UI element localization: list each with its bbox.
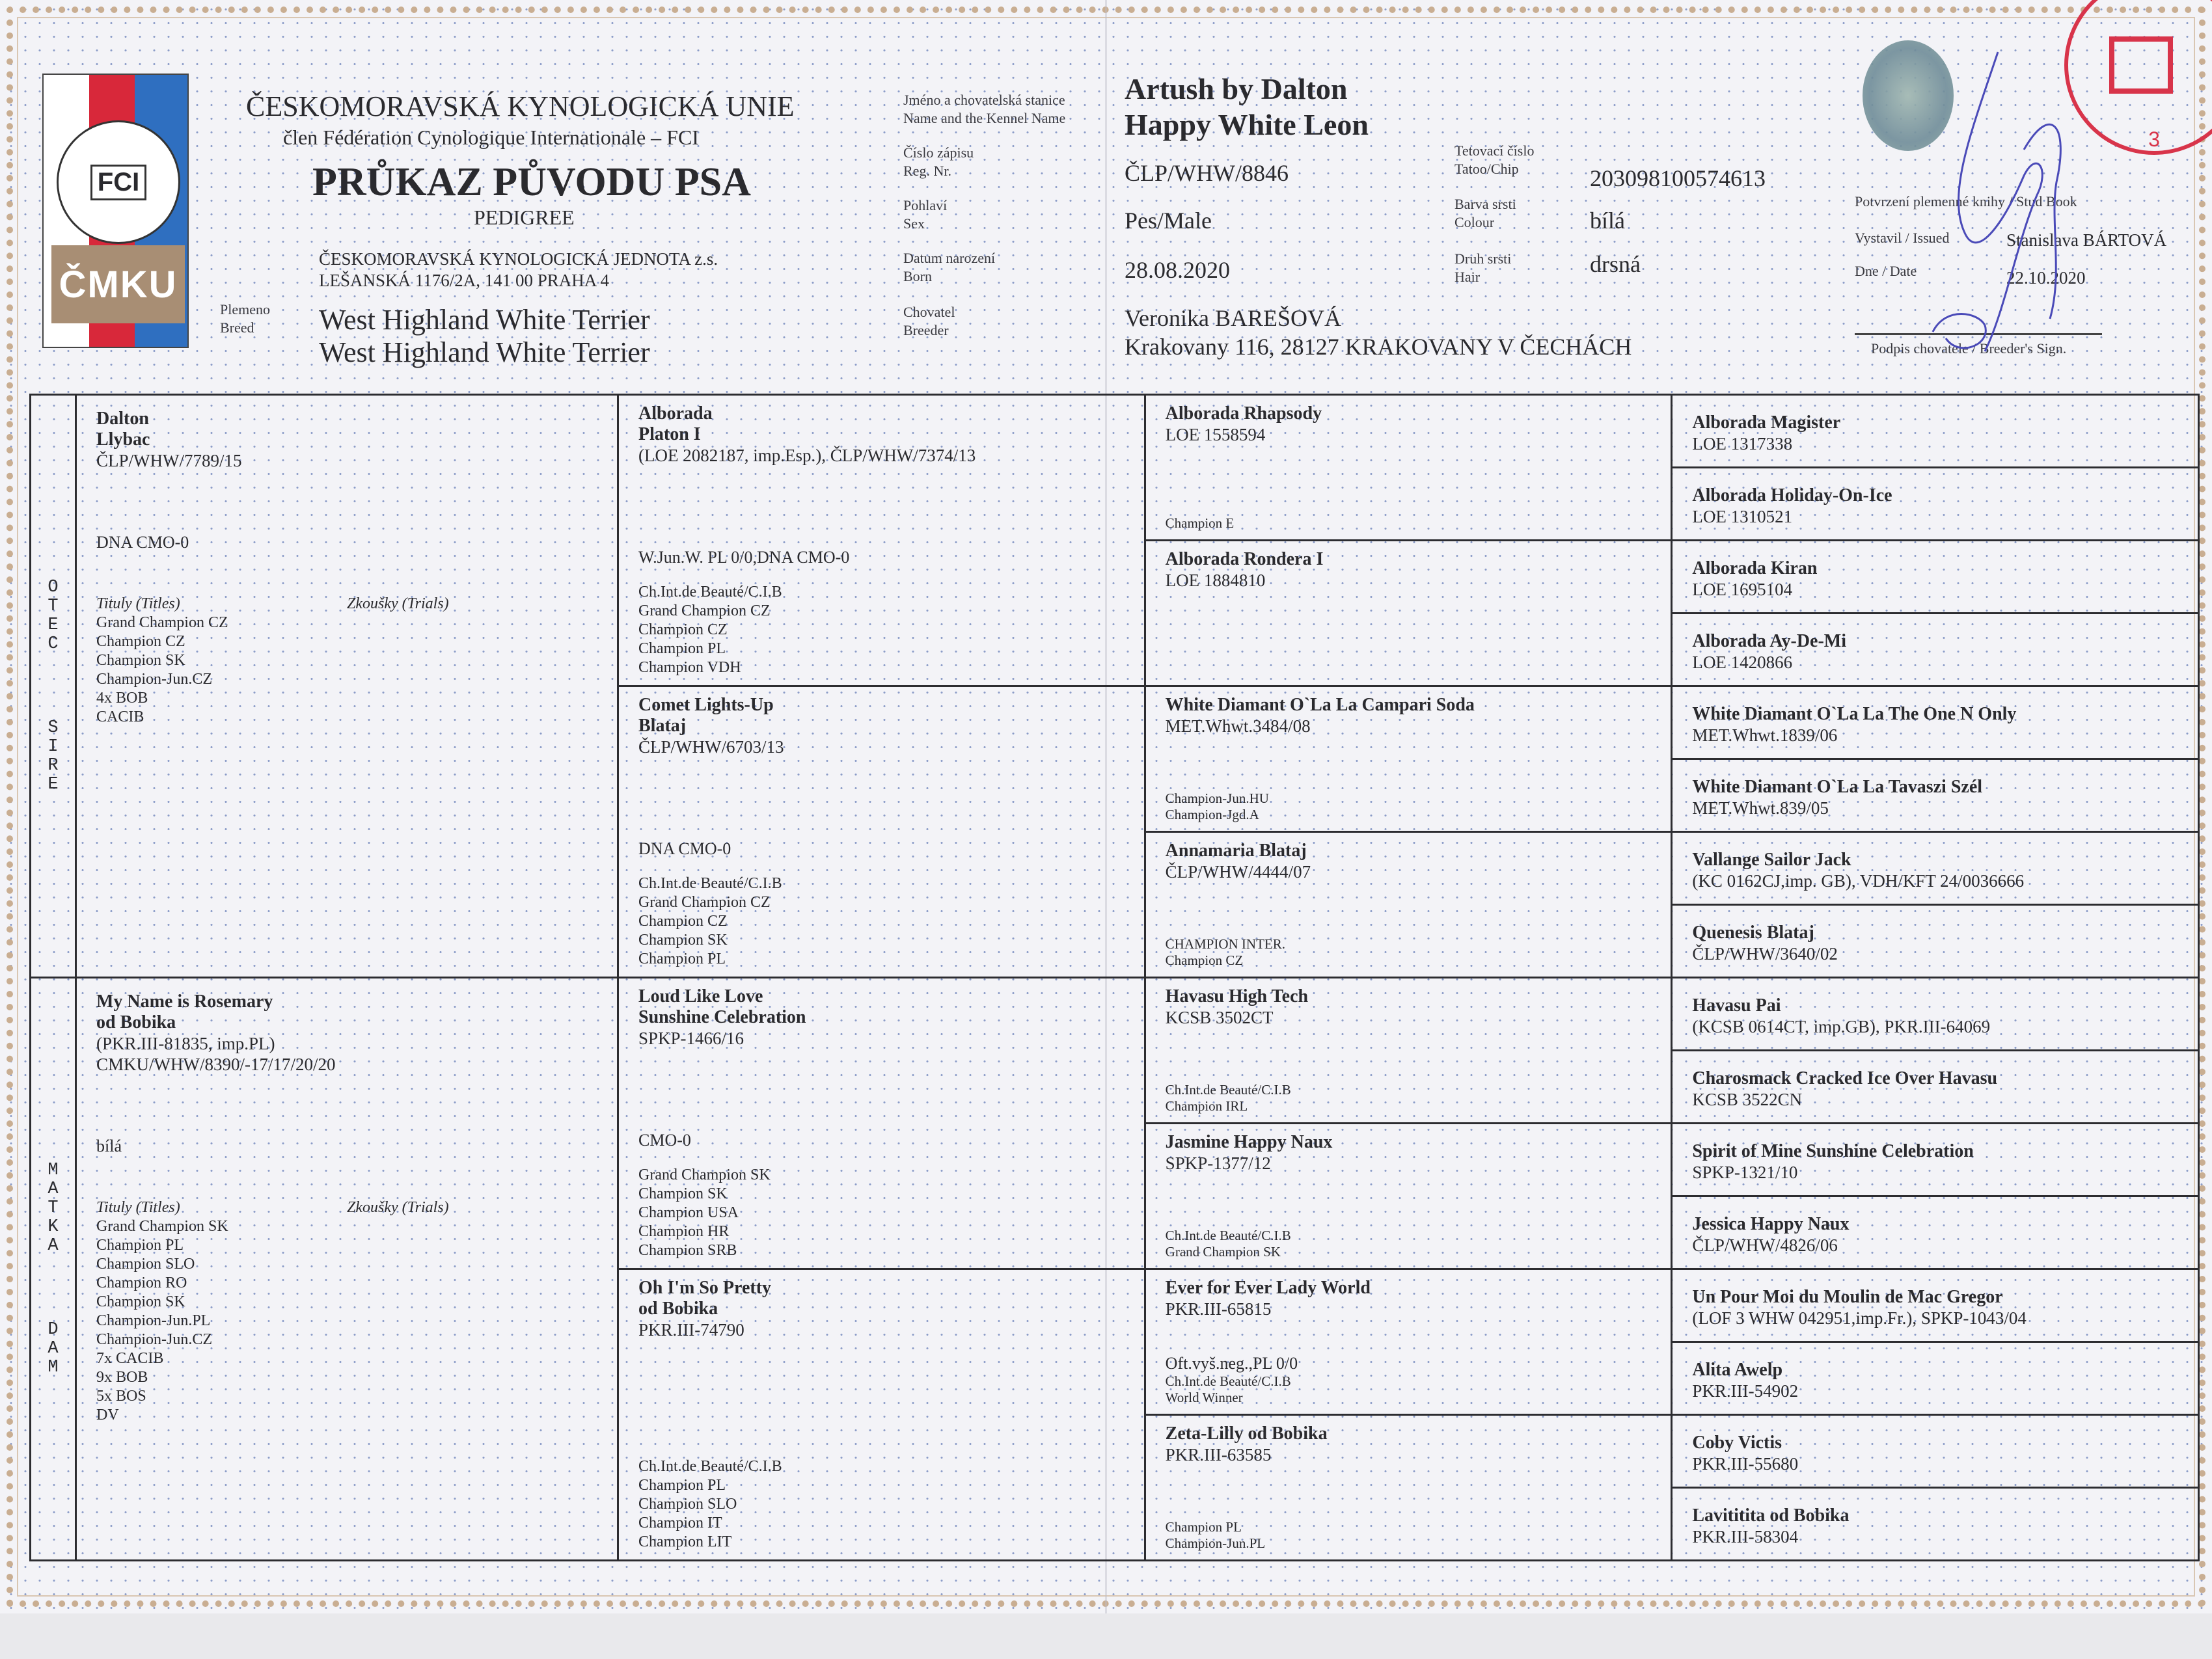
great-grandparent-cell <box>1146 396 1671 539</box>
title-item: Champion PL <box>638 1477 726 1494</box>
titles-column <box>96 595 347 727</box>
ancestor-name: Oh I'm So Pretty <box>638 1278 772 1298</box>
ancestor-name: Alborada Rondera I <box>1165 549 1324 569</box>
hair-label-en: Hair <box>1454 269 1481 285</box>
ancestor-name: Charosmack Cracked Ice Over Havasu <box>1692 1068 1998 1088</box>
registration-number: LOE 1695104 <box>1692 580 1793 599</box>
title-item: Champion CZ <box>638 913 728 930</box>
spacer <box>1166 445 1652 515</box>
title-item: Champion RO <box>96 1275 187 1291</box>
health-line: DNA CMO-0 <box>638 839 731 858</box>
sex-label-en: Sex <box>903 215 925 232</box>
title-item: Champion PL <box>638 951 726 967</box>
great-great-grandparent-cell <box>1673 1195 2198 1268</box>
born-value: 28.08.2020 <box>1125 257 1230 283</box>
registration-number: PKR.III-63585 <box>1165 1445 1272 1464</box>
document-subtitle: PEDIGREE <box>474 206 575 229</box>
title-item: Ch.Int.de Beauté/C.I.B <box>1165 1082 1291 1098</box>
hair-label-cz: Druh srsti <box>1454 250 1512 267</box>
registration-number: LOE 1420866 <box>1692 653 1793 672</box>
trials-column <box>347 595 597 727</box>
title-item: Champion SLO <box>638 1496 737 1513</box>
registration-number: PKR.III-65815 <box>1165 1299 1272 1319</box>
ancestor-name: Jasmine Happy Naux <box>1165 1132 1333 1152</box>
registration-number: KCSB 3522CN <box>1692 1090 1803 1109</box>
spacer <box>638 1340 1125 1442</box>
ancestor-name: White Diamant O`La La Tavaszi Szél <box>1692 777 1983 797</box>
reg-label-cz: Číslo zápisu <box>903 144 974 161</box>
ancestor-name: Dalton <box>96 409 149 429</box>
title-item: Champion PL <box>96 1237 184 1254</box>
title-item: Grand Champion CZ <box>638 602 771 619</box>
great-great-grandparent-cell <box>1673 904 2198 977</box>
trials-header: Zkoušky (Trials) <box>347 1199 449 1216</box>
title-item: Champion CZ <box>638 621 728 638</box>
spacer <box>1166 1319 1652 1354</box>
registration-number: ČLP/WHW/4826/06 <box>1692 1235 1838 1255</box>
registration-number: ČLP/WHW/3640/02 <box>1692 944 1838 964</box>
title-item: 9x BOB <box>96 1369 148 1386</box>
health-results <box>96 1137 597 1156</box>
ancestor-name: Platon I <box>638 424 701 444</box>
fci-emblem-icon: FCI <box>57 120 180 244</box>
breeder-label-cz: Chovatel <box>903 304 955 320</box>
document-title: PRŮKAZ PŮVODU PSA <box>312 160 751 204</box>
registration-number: ČLP/WHW/4444/07 <box>1165 862 1311 882</box>
generation-4 <box>1673 396 2198 1559</box>
ancestor-name: Ever for Ever Lady World <box>1165 1278 1371 1298</box>
great-great-grandparent-cell <box>1673 539 2198 612</box>
breeder-address: Krakovany 116, 28127 KRAKOVANY V ČECHÁCH <box>1125 334 1632 360</box>
colour-label-cz: Barva srsti <box>1454 196 1516 212</box>
breeder-name: Veronika BAREŠOVÁ <box>1125 305 1341 331</box>
registration-number: SPKP-1466/16 <box>638 1029 744 1048</box>
breed-label-cz: Plemeno <box>220 301 270 317</box>
dog-kennel-name: Happy White Leon <box>1125 108 1369 141</box>
title-item: 4x BOB <box>96 690 148 707</box>
great-great-grandparent-cell <box>1673 1122 2198 1195</box>
great-grandparent-cell <box>1146 1268 1671 1414</box>
dam-cell <box>77 977 617 1559</box>
ancestor-name: Vallange Sailor Jack <box>1692 850 1851 870</box>
chip-label-cz: Tetovací číslo <box>1454 142 1535 159</box>
name-label <box>903 91 1065 128</box>
registration-number: MET.Whwt.839/05 <box>1692 798 1829 818</box>
breed-cz: West Highland White Terrier <box>319 304 650 336</box>
pedigree-table <box>29 394 2200 1561</box>
title-item: Grand Champion SK <box>638 1167 771 1183</box>
title-item: Grand Champion SK <box>96 1218 228 1235</box>
cmku-logo-icon: ČMKU <box>51 245 185 323</box>
great-great-grandparent-cell <box>1673 612 2198 685</box>
registration-number: SPKP-1377/12 <box>1165 1153 1271 1173</box>
registration-number: MET.Whwt.1839/06 <box>1692 725 1838 745</box>
ancestor-name: Comet Lights-Up <box>638 695 774 715</box>
svg-text:3: 3 <box>2148 128 2160 151</box>
registration-number: PKR.III-74790 <box>638 1320 744 1340</box>
title-item: Champion E <box>1165 515 1235 531</box>
titles-header: Tituly (Titles) <box>96 595 180 612</box>
title-item: Champion-Jgd.A <box>1165 807 1259 822</box>
hair-label <box>1454 250 1511 286</box>
registration-number: (PKR.III-81835, imp.PL) <box>96 1034 275 1053</box>
great-grandparent-cell <box>1146 977 1671 1122</box>
title-item: Ch.Int.de Beauté/C.I.B <box>1165 1373 1291 1389</box>
great-great-grandparent-cell <box>1673 1341 2198 1414</box>
great-grandparent-cell <box>1146 685 1671 831</box>
title-item: Champion-Jun.PL <box>1165 1535 1266 1551</box>
sex-label-cz: Pohlaví <box>903 197 948 213</box>
colour-label <box>1454 195 1516 232</box>
title-item: Champion IRL <box>1165 1098 1248 1114</box>
signature-label: Podpis chovatele / Breeder's Sign. <box>1871 340 2067 357</box>
sire-side-label <box>31 396 75 977</box>
titles-column <box>96 1198 347 1425</box>
health-results <box>638 548 1125 567</box>
title-item: Champion PL <box>1165 1519 1242 1535</box>
great-grandparent-cell <box>1146 1414 1671 1559</box>
titles-header: Tituly (Titles) <box>96 1199 180 1216</box>
sex-label <box>903 196 947 233</box>
generation-1 <box>77 396 619 1559</box>
issued-by: Stanislava BÁRTOVÁ <box>2006 230 2167 250</box>
name-label-cz: Jméno a chovatelská stanice <box>903 92 1065 108</box>
title-item: Champion-Jun.CZ <box>96 1331 212 1348</box>
org-legal-name: ČESKOMORAVSKÁ KYNOLOGICKÁ JEDNOTA z.s. <box>319 249 718 269</box>
spacer <box>638 466 1125 548</box>
breed-label <box>220 301 270 337</box>
title-item: Champion SLO <box>96 1256 195 1273</box>
hair-value: drsná <box>1590 251 1641 277</box>
spacer <box>1166 1465 1652 1519</box>
reg-number: ČLP/WHW/8846 <box>1125 160 1289 186</box>
ancestor-name: Havasu Pai <box>1692 995 1781 1016</box>
title-item: Champion PL <box>638 640 726 657</box>
registration-number: (LOF 3 WHW 042951,imp.Fr.), SPKP-1043/04 <box>1692 1308 2027 1328</box>
registration-number: PKR.III-58304 <box>1692 1527 1799 1546</box>
title-item: Champion SK <box>96 1293 185 1310</box>
dam-label-en: DAM <box>48 1319 59 1377</box>
great-great-grandparent-cell <box>1673 831 2198 904</box>
title-item: Champion-Jun.HU <box>1165 790 1269 806</box>
great-great-grandparent-cell <box>1673 1268 2198 1341</box>
issue-date: 22.10.2020 <box>2006 268 2086 288</box>
spacer <box>1166 591 1652 677</box>
ancestor-name: od Bobika <box>96 1012 176 1032</box>
registration-number: (KC 0162CJ,imp. GB), VDH/KFT 24/0036666 <box>1692 871 2025 891</box>
great-great-grandparent-cell <box>1673 977 2198 1049</box>
great-great-grandparent-cell <box>1673 396 2198 466</box>
registration-number: PKR.III-55680 <box>1692 1454 1799 1474</box>
grandparent-cell <box>619 1268 1144 1559</box>
grandparent-cell <box>619 685 1144 977</box>
ancestor-name: Annamaria Blataj <box>1165 841 1307 861</box>
health-line: CMO-0 <box>638 1131 691 1150</box>
born-label <box>903 249 995 286</box>
registration-number: ČLP/WHW/6703/13 <box>638 737 784 757</box>
title-item: Champion SK <box>96 652 185 669</box>
health-results <box>638 1131 1125 1150</box>
title-item: DV <box>96 1407 119 1423</box>
title-item: CHAMPION INTER. <box>1165 936 1286 952</box>
registration-number: LOE 1310521 <box>1692 507 1793 526</box>
registration-number: MET.Whwt.3484/08 <box>1165 716 1311 736</box>
title-item: Champion SK <box>638 1185 728 1202</box>
breeder-label <box>903 303 955 340</box>
great-great-grandparent-cell <box>1673 758 2198 831</box>
chip-value: 203098100574613 <box>1590 165 1766 191</box>
health-results <box>638 839 1125 859</box>
title-item: Champion HR <box>638 1223 730 1240</box>
generation-2 <box>619 396 1146 1559</box>
title-item: Champion CZ <box>96 633 185 650</box>
studbook-label: Potvrzení plemenné knihy / Stud Book <box>1855 193 2077 209</box>
title-item: World Winner <box>1165 1390 1243 1405</box>
title-item: Grand Champion CZ <box>96 614 228 631</box>
title-item: Grand Champion CZ <box>638 894 771 911</box>
ancestor-name: Alborada Ay-De-Mi <box>1692 631 1847 651</box>
issued-label: Vystavil / Issued <box>1855 230 1950 246</box>
ancestor-name: Blataj <box>638 716 687 736</box>
name-label-en: Name and the Kennel Name <box>903 110 1066 126</box>
ancestor-name: Lavititita od Bobika <box>1692 1505 1850 1526</box>
great-great-grandparent-cell <box>1673 1414 2198 1487</box>
ancestor-name: Alborada Holiday-On-Ice <box>1692 485 1892 506</box>
title-item: Grand Champion SK <box>1165 1244 1281 1260</box>
spacer <box>1166 1028 1652 1082</box>
chip-label-en: Tatoo/Chip <box>1454 161 1519 177</box>
spacer <box>1166 882 1652 936</box>
ancestor-name: Spirit of Mine Sunshine Celebration <box>1692 1141 1974 1161</box>
title-item: Ch.Int.de Beauté/C.I.B <box>1165 1228 1291 1243</box>
trials-column <box>347 1198 597 1425</box>
title-item: Champion SRB <box>638 1242 737 1259</box>
title-item: 7x CACIB <box>96 1350 164 1367</box>
title-item: Ch.Int.de Beauté/C.I.B <box>638 584 782 600</box>
fci-cmku-logo <box>42 74 189 348</box>
ancestor-name: Alborada Magister <box>1692 412 1841 433</box>
registration-number: LOE 1317338 <box>1692 434 1793 453</box>
breed-label-en: Breed <box>220 319 254 336</box>
ancestor-name: Jessica Happy Naux <box>1692 1214 1850 1234</box>
title-item: Champion SK <box>638 932 728 949</box>
registration-number: CMKU/WHW/8390/-17/17/20/20 <box>96 1055 336 1074</box>
great-great-grandparent-cell <box>1673 1049 2198 1122</box>
title-item: 5x BOS <box>96 1388 146 1405</box>
ancestor-name: Coby Victis <box>1692 1433 1782 1453</box>
spacer <box>1166 1174 1652 1228</box>
ancestor-name: Alborada Rhapsody <box>1165 403 1322 424</box>
breed-en: West Highland White Terrier <box>319 336 650 368</box>
registration-number: LOE 1558594 <box>1165 425 1266 444</box>
registration-number: ČLP/WHW/7789/15 <box>96 451 242 470</box>
ancestor-name: od Bobika <box>638 1299 718 1319</box>
registration-number: (LOE 2082187, imp.Esp.), ČLP/WHW/7374/13 <box>638 446 976 465</box>
title-item: Ch.Int.de Beauté/C.I.B <box>638 875 782 892</box>
title-item: Champion VDH <box>638 659 741 676</box>
great-great-grandparent-cell <box>1673 685 2198 758</box>
title-item: Champion IT <box>638 1515 722 1531</box>
registration-number: PKR.III-54902 <box>1692 1381 1799 1401</box>
title-item: Champion LIT <box>638 1533 732 1550</box>
ancestor-name: Zeta-Lilly od Bobika <box>1165 1423 1328 1444</box>
title-item: Champion-Jun.CZ <box>96 671 212 688</box>
ancestor-name: Alborada Kiran <box>1692 558 1818 578</box>
title-item: CACIB <box>96 708 144 725</box>
great-great-grandparent-cell <box>1673 466 2198 539</box>
dam-side-label <box>31 977 75 1559</box>
sire-label-en: SIRE <box>48 718 59 794</box>
health-line: Oft.vyš.neg.,PL 0/0 <box>1165 1354 1298 1373</box>
fci-membership: člen Fédération Cynologique Internationale – FCI <box>283 126 699 149</box>
registration-number: KCSB 3502CT <box>1165 1008 1274 1027</box>
registration-number: (KCSB 0614CT, imp.GB), PKR.III-64069 <box>1692 1017 1991 1036</box>
spacer <box>638 1049 1125 1131</box>
title-item: Champion USA <box>638 1204 739 1221</box>
title-item: Champion CZ <box>1165 952 1244 968</box>
chip-label <box>1454 142 1534 178</box>
side-labels <box>31 396 77 1559</box>
generation-3 <box>1146 396 1673 1559</box>
title-item: Champion-Jun.PL <box>96 1312 211 1329</box>
registration-number: SPKP-1321/10 <box>1692 1163 1798 1182</box>
title-item: Ch.Int.de Beauté/C.I.B <box>638 1458 782 1475</box>
great-grandparent-cell <box>1146 539 1671 685</box>
health-line: W.Jun.W. PL 0/0,DNA CMO-0 <box>638 548 850 567</box>
dam-label-cz: MATKA <box>48 1160 59 1256</box>
ancestor-name: Un Pour Moi du Moulin de Mac Gregor <box>1692 1287 2003 1307</box>
ancestor-name: Loud Like Love <box>638 986 763 1006</box>
spacer <box>638 757 1125 839</box>
grandparent-cell <box>619 396 1144 685</box>
great-grandparent-cell <box>1146 831 1671 977</box>
reg-label <box>903 144 974 180</box>
colour-label-en: Colour <box>1454 214 1495 230</box>
ancestor-name: Alita Awelp <box>1692 1360 1783 1380</box>
born-label-en: Born <box>903 268 932 284</box>
health-line: bílá <box>96 1137 122 1155</box>
ancestor-name: Sunshine Celebration <box>638 1007 806 1027</box>
born-label-cz: Datum narození <box>903 250 996 266</box>
colour-value: bílá <box>1590 208 1625 234</box>
great-great-grandparent-cell <box>1673 1487 2198 1559</box>
org-address: LEŠANSKÁ 1176/2A, 141 00 PRAHA 4 <box>319 271 610 290</box>
health-line: DNA CMO-0 <box>96 533 189 552</box>
date-label: Dne / Date <box>1855 263 1917 279</box>
ancestor-name: Alborada <box>638 403 713 424</box>
ancestor-name: My Name is Rosemary <box>96 991 273 1012</box>
great-grandparent-cell <box>1146 1122 1671 1268</box>
handwritten-signature-icon <box>1920 26 2128 364</box>
titles-section <box>96 595 597 727</box>
ancestor-name: Havasu High Tech <box>1165 986 1309 1006</box>
org-name: ČESKOMORAVSKÁ KYNOLOGICKÁ UNIE <box>246 90 795 122</box>
sex-value: Pes/Male <box>1125 208 1212 234</box>
ancestor-name: Quenesis Blataj <box>1692 923 1814 943</box>
ancestor-name: White Diamant O`La La The One N Only <box>1692 704 2017 724</box>
sire-cell <box>77 396 617 977</box>
sire-label-cz: OTEC <box>48 577 59 654</box>
ancestor-name: Llybac <box>96 429 150 450</box>
dog-name: Artush by Dalton <box>1125 72 1348 105</box>
ancestor-name: White Diamant O`La La Campari Soda <box>1165 695 1475 715</box>
trials-header: Zkoušky (Trials) <box>347 595 449 612</box>
spacer <box>1166 736 1652 790</box>
breeder-label-en: Breeder <box>903 322 949 338</box>
reg-label-en: Reg. Nr. <box>903 163 951 179</box>
registration-number: LOE 1884810 <box>1165 571 1266 590</box>
health-results <box>96 533 597 552</box>
titles-section <box>96 1198 597 1425</box>
grandparent-cell <box>619 977 1144 1268</box>
